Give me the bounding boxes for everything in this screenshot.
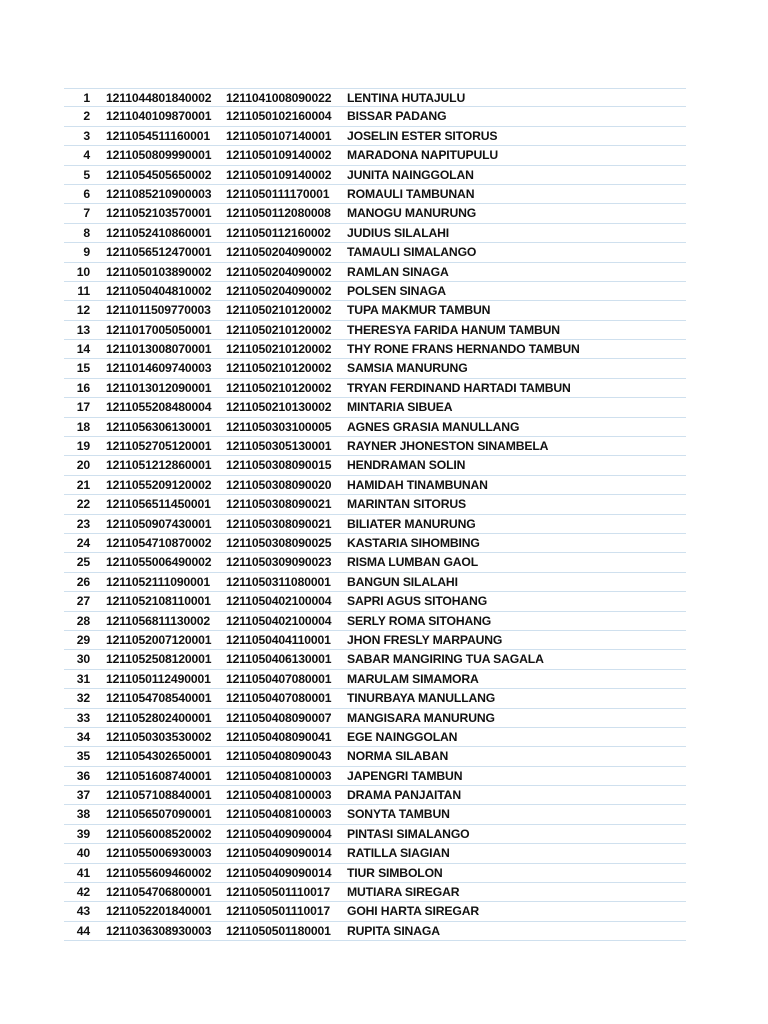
id-number-cell: 1211054706800001 [106, 885, 212, 900]
row-number-cell: 38 [76, 807, 90, 822]
name-cell: MUTIARA SIREGAR [347, 885, 460, 900]
family-card-number-cell: 1211050210120002 [226, 361, 332, 376]
table-row [64, 495, 686, 514]
family-card-number-cell: 1211050308090015 [226, 458, 332, 473]
id-number-cell: 1211054505650002 [106, 167, 212, 182]
family-card-number-cell: 1211050109140002 [226, 167, 332, 182]
id-number-cell: 1211052410860001 [106, 225, 212, 240]
family-card-number-cell: 1211050111170001 [226, 186, 330, 201]
name-cell: THY RONE FRANS HERNANDO TAMBUN [347, 342, 580, 357]
family-card-number-cell: 1211050210120002 [226, 322, 332, 337]
row-number-cell: 36 [76, 768, 90, 783]
row-number-cell: 3 [83, 128, 90, 143]
name-cell: TIUR SIMBOLON [347, 865, 443, 880]
name-cell: TRYAN FERDINAND HARTADI TAMBUN [347, 380, 571, 395]
table-row [64, 107, 686, 126]
row-number-cell: 4 [83, 148, 90, 163]
table-row [64, 670, 686, 689]
row-number-cell: 28 [76, 613, 90, 628]
name-cell: THERESYA FARIDA HANUM TAMBUN [347, 322, 560, 337]
id-number-cell: 1211052007120001 [106, 632, 212, 647]
name-cell: EGE NAINGGOLAN [347, 729, 458, 744]
family-card-number-cell: 1211050109140002 [226, 148, 332, 163]
family-card-number-cell: 1211050308090020 [226, 477, 332, 492]
row-number-cell: 23 [76, 516, 90, 531]
name-cell: JUDIUS SILALAHI [347, 225, 450, 240]
table-row [64, 883, 686, 902]
table-row [64, 204, 686, 223]
table-row [64, 650, 686, 669]
id-number-cell: 1211014609740003 [106, 361, 212, 376]
table-row [64, 573, 686, 592]
family-card-number-cell: 1211050204090002 [226, 264, 332, 279]
table-row [64, 902, 686, 921]
row-number-cell: 43 [76, 904, 90, 919]
table-row [64, 631, 686, 650]
family-card-number-cell: 1211050501110017 [226, 904, 331, 919]
id-number-cell: 1211051212860001 [106, 458, 212, 473]
family-card-number-cell: 1211050210120002 [226, 303, 332, 318]
family-card-number-cell: 1211050407080001 [226, 691, 332, 706]
row-number-cell: 22 [76, 497, 90, 512]
family-card-number-cell: 1211050308090021 [226, 516, 332, 531]
family-card-number-cell: 1211050112080008 [226, 206, 331, 221]
family-card-number-cell: 1211050408100003 [226, 768, 332, 783]
id-number-cell: 1211052201840001 [106, 904, 212, 919]
id-number-cell: 1211054302650001 [106, 749, 212, 764]
name-cell: POLSEN SINAGA [347, 283, 446, 298]
table-row [64, 805, 686, 824]
table-row [64, 282, 686, 301]
name-cell: SONYTA TAMBUN [347, 807, 450, 822]
id-number-cell: 1211054511160001 [106, 128, 211, 143]
table-row [64, 844, 686, 863]
table-row [64, 146, 686, 165]
id-number-cell: 1211054710870002 [106, 535, 212, 550]
id-number-cell: 1211052111090001 [106, 574, 211, 589]
family-card-number-cell: 1211050501110017 [226, 885, 331, 900]
id-number-cell: 1211056507090001 [106, 807, 212, 822]
name-cell: RATILLA SIAGIAN [347, 846, 450, 861]
family-card-number-cell: 1211050404110001 [226, 632, 331, 647]
id-number-cell: 1211055208480004 [106, 400, 212, 415]
table-row [64, 166, 686, 185]
row-number-cell: 7 [83, 206, 90, 221]
id-number-cell: 1211050809990001 [106, 148, 212, 163]
table-row [64, 728, 686, 747]
name-cell: SAMSIA MANURUNG [347, 361, 468, 376]
row-number-cell: 20 [76, 458, 90, 473]
id-number-cell: 1211057108840001 [106, 788, 212, 803]
table-row [64, 689, 686, 708]
name-cell: LENTINA HUTAJULU [347, 91, 466, 105]
table-row [64, 127, 686, 146]
row-number-cell: 6 [83, 186, 90, 201]
table-row [64, 922, 686, 941]
table-row [64, 185, 686, 204]
name-cell: MARADONA NAPITUPULU [347, 148, 499, 163]
family-card-number-cell: 1211050204090002 [226, 283, 332, 298]
table-row [64, 825, 686, 844]
row-number-cell: 42 [76, 885, 90, 900]
id-number-cell: 1211051608740001 [106, 768, 212, 783]
row-number-cell: 25 [76, 555, 90, 570]
id-number-cell: 1211050303530002 [106, 729, 212, 744]
name-cell: JHON FRESLY MARPAUNG [347, 632, 503, 647]
row-number-cell: 34 [76, 729, 90, 744]
name-cell: RUPITA SINAGA [347, 923, 440, 938]
id-number-cell: 1211050404810002 [106, 283, 212, 298]
row-number-cell: 18 [76, 419, 90, 434]
table-row [64, 418, 686, 437]
row-number-cell: 9 [83, 245, 90, 260]
name-cell: MINTARIA SIBUEA [347, 400, 453, 415]
row-number-cell: 27 [76, 594, 90, 609]
id-number-cell: 1211036308930003 [106, 923, 212, 938]
table-row [64, 224, 686, 243]
row-number-cell: 26 [76, 574, 90, 589]
table-row [64, 340, 686, 359]
table-row [64, 747, 686, 766]
name-cell: HAMIDAH TINAMBUNAN [347, 477, 488, 492]
row-number-cell: 16 [76, 380, 90, 395]
id-number-cell: 1211056306130001 [106, 419, 212, 434]
table-row [64, 263, 686, 282]
id-number-cell: 1211055006930003 [106, 846, 212, 861]
table-row [64, 398, 686, 417]
family-card-number-cell: 1211050409090004 [226, 826, 332, 841]
name-cell: MARULAM SIMAMORA [347, 671, 479, 686]
id-number-cell: 1211056511450001 [106, 497, 211, 512]
row-number-cell: 1 [83, 91, 90, 105]
table-row [64, 864, 686, 883]
name-cell: GOHI HARTA SIREGAR [347, 904, 480, 919]
family-card-number-cell: 1211050408100003 [226, 807, 332, 822]
family-card-number-cell: 1211050107140001 [226, 128, 332, 143]
row-number-cell: 31 [76, 671, 90, 686]
table-row [64, 515, 686, 534]
family-card-number-cell: 1211050305130001 [226, 439, 332, 454]
id-number-cell: 1211050112490001 [106, 671, 211, 686]
name-cell: ROMAULI TAMBUNAN [347, 186, 475, 201]
row-number-cell: 33 [76, 710, 90, 725]
table-row [64, 534, 686, 553]
row-number-cell: 35 [76, 749, 90, 764]
name-cell: BISSAR PADANG [347, 109, 447, 124]
row-number-cell: 10 [76, 264, 90, 279]
id-number-cell: 1211050103890002 [106, 264, 212, 279]
row-number-cell: 19 [76, 439, 90, 454]
family-card-number-cell: 1211050409090014 [226, 865, 332, 880]
id-number-cell: 1211055006490002 [106, 555, 212, 570]
data-table [64, 88, 686, 941]
family-card-number-cell: 1211050308090021 [226, 497, 332, 512]
row-number-cell: 29 [76, 632, 90, 647]
family-card-number-cell: 1211050308090025 [226, 535, 332, 550]
row-number-cell: 13 [76, 322, 90, 337]
name-cell: HENDRAMAN SOLIN [347, 458, 466, 473]
table-row [64, 243, 686, 262]
id-number-cell: 1211017005050001 [106, 322, 212, 337]
name-cell: TINURBAYA MANULLANG [347, 691, 496, 706]
id-number-cell: 1211054708540001 [106, 691, 212, 706]
name-cell: AGNES GRASIA MANULLANG [347, 419, 520, 434]
family-card-number-cell: 1211050311080001 [226, 574, 331, 589]
id-number-cell: 1211055209120002 [106, 477, 212, 492]
name-cell: TAMAULI SIMALANGO [347, 245, 477, 260]
table-row [64, 786, 686, 805]
family-card-number-cell: 1211050402100004 [226, 613, 332, 628]
row-number-cell: 11 [77, 283, 90, 298]
id-number-cell: 1211056811130002 [106, 613, 211, 628]
table-row [64, 456, 686, 475]
name-cell: MARINTAN SITORUS [347, 497, 467, 512]
row-number-cell: 8 [83, 225, 90, 240]
id-number-cell: 1211052108110001 [106, 594, 211, 609]
table-row [64, 359, 686, 378]
name-cell: SERLY ROMA SITOHANG [347, 613, 492, 628]
id-number-cell: 1211050907430001 [106, 516, 212, 531]
table-row [64, 767, 686, 786]
id-number-cell: 1211011509770003 [106, 303, 211, 318]
id-number-cell: 1211055609460002 [106, 865, 212, 880]
family-card-number-cell: 1211050112160002 [226, 225, 331, 240]
family-card-number-cell: 1211050408090041 [226, 729, 332, 744]
row-number-cell: 2 [83, 109, 90, 124]
name-cell: RAMLAN SINAGA [347, 264, 449, 279]
row-number-cell: 5 [83, 167, 90, 182]
family-card-number-cell: 1211050303100005 [226, 419, 332, 434]
row-number-cell: 44 [76, 923, 90, 938]
name-cell: RISMA LUMBAN GAOL [347, 555, 479, 570]
table-row [64, 709, 686, 728]
row-number-cell: 14 [76, 342, 90, 357]
family-card-number-cell: 1211050407080001 [226, 671, 332, 686]
name-cell: NORMA SILABAN [347, 749, 449, 764]
family-card-number-cell: 1211050204090002 [226, 245, 332, 260]
family-card-number-cell: 1211050402100004 [226, 594, 332, 609]
family-card-number-cell: 1211050309090023 [226, 555, 332, 570]
table-row [64, 592, 686, 611]
family-card-number-cell: 1211050408090043 [226, 749, 332, 764]
name-cell: MANOGU MANURUNG [347, 206, 477, 221]
name-cell: RAYNER JHONESTON SINAMBELA [347, 439, 549, 454]
name-cell: DRAMA PANJAITAN [347, 788, 461, 803]
table-row [64, 301, 686, 320]
row-number-cell: 21 [76, 477, 90, 492]
table-row [64, 476, 686, 495]
id-number-cell: 1211040109870001 [106, 109, 212, 124]
name-cell: TUPA MAKMUR TAMBUN [347, 303, 491, 318]
row-number-cell: 40 [76, 846, 90, 861]
name-cell: JAPENGRI TAMBUN [347, 768, 463, 783]
row-number-cell: 32 [76, 691, 90, 706]
table-row [64, 321, 686, 340]
family-card-number-cell: 1211050408100003 [226, 788, 332, 803]
id-number-cell: 1211052103570001 [106, 206, 212, 221]
id-number-cell: 1211056512470001 [106, 245, 212, 260]
row-number-cell: 41 [76, 865, 90, 880]
id-number-cell: 1211044801840002 [106, 91, 212, 105]
name-cell: KASTARIA SIHOMBING [347, 535, 480, 550]
id-number-cell: 1211013012090001 [106, 380, 212, 395]
row-number-cell: 39 [76, 826, 90, 841]
family-card-number-cell: 1211041008090022 [226, 91, 332, 105]
row-number-cell: 17 [76, 400, 90, 415]
name-cell: MANGISARA MANURUNG [347, 710, 495, 725]
table-row [64, 612, 686, 631]
name-cell: BILIATER MANURUNG [347, 516, 476, 531]
id-number-cell: 1211056008520002 [106, 826, 212, 841]
id-number-cell: 1211085210900003 [106, 186, 212, 201]
family-card-number-cell: 1211050406130001 [226, 652, 332, 667]
row-number-cell: 24 [76, 535, 90, 550]
name-cell: SAPRI AGUS SITOHANG [347, 594, 488, 609]
name-cell: SABAR MANGIRING TUA SAGALA [347, 652, 544, 667]
row-number-cell: 37 [76, 788, 90, 803]
row-number-cell: 12 [76, 303, 90, 318]
id-number-cell: 1211013008070001 [106, 342, 212, 357]
family-card-number-cell: 1211050501180001 [226, 923, 331, 938]
id-number-cell: 1211052705120001 [106, 439, 212, 454]
family-card-number-cell: 1211050210120002 [226, 380, 332, 395]
name-cell: JUNITA NAINGGOLAN [347, 167, 474, 182]
table-row [64, 88, 686, 107]
family-card-number-cell: 1211050408090007 [226, 710, 332, 725]
family-card-number-cell: 1211050210130002 [226, 400, 332, 415]
family-card-number-cell: 1211050409090014 [226, 846, 332, 861]
family-card-number-cell: 1211050210120002 [226, 342, 332, 357]
name-cell: PINTASI SIMALANGO [347, 826, 470, 841]
name-cell: BANGUN SILALAHI [347, 574, 458, 589]
row-number-cell: 30 [76, 652, 90, 667]
id-number-cell: 1211052802400001 [106, 710, 212, 725]
id-number-cell: 1211052508120001 [106, 652, 212, 667]
table-row [64, 379, 686, 398]
family-card-number-cell: 1211050102160004 [226, 109, 332, 124]
table-row [64, 553, 686, 572]
name-cell: JOSELIN ESTER SITORUS [347, 128, 498, 143]
row-number-cell: 15 [76, 361, 90, 376]
table-row [64, 437, 686, 456]
